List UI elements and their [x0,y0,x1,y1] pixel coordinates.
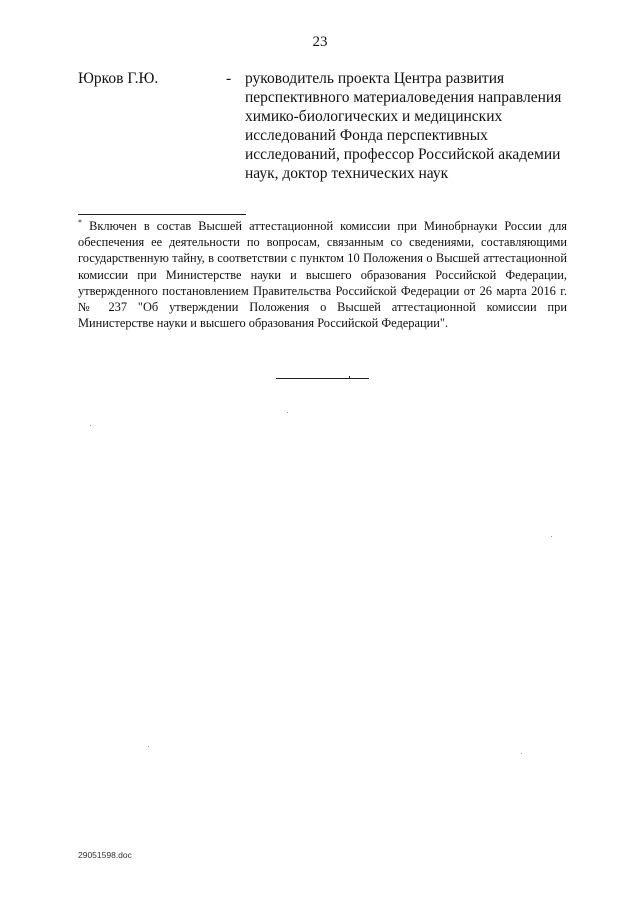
member-description-line: наук, доктор технических наук [245,165,449,182]
scan-speck [287,412,288,413]
member-description [245,69,565,183]
page-number: 23 [312,34,328,50]
footnote-text: Включен в состав Высшей аттестационной комиссии при Минобрнауки России для обеспечения ее деятельности по вопросам, связанным со сведениями, составляющими государственную тайну, в соответствии с пунктом 10 Положения о Высшей аттестационной комиссии при Министерстве науки и высшего образования Российской Федерации, утвержденного постановлением Правительства Российской Федерации от 26 марта 2016 г. № 237 "Об утверждении Положения о Высшей аттестационной комиссии при Министерстве науки и высшего образования Российской Федерации". [78,219,567,331]
member-description-line: перспективного материаловедения направления [245,89,562,106]
footnote-marker: * [78,217,82,227]
member-dash: - [226,70,232,87]
scan-speck [90,425,91,426]
member-description-line: руководитель проекта Центра развития [245,70,505,87]
footnote [78,218,567,331]
scan-speck [521,753,522,754]
document-id: 29051598.doc [78,850,132,860]
scan-speck [148,746,149,747]
scan-speck [551,536,552,537]
member-description-line: исследований Фонда перспективных [245,127,488,144]
footnote-separator [78,214,246,215]
end-rule-tick [349,376,350,379]
member-name: Юрков Г.Ю. [78,70,159,87]
member-description-line: химико-биологических и медицинских [245,108,503,125]
member-description-line: исследований, профессор Российской академии [245,146,561,163]
end-of-document-rule [276,378,369,379]
